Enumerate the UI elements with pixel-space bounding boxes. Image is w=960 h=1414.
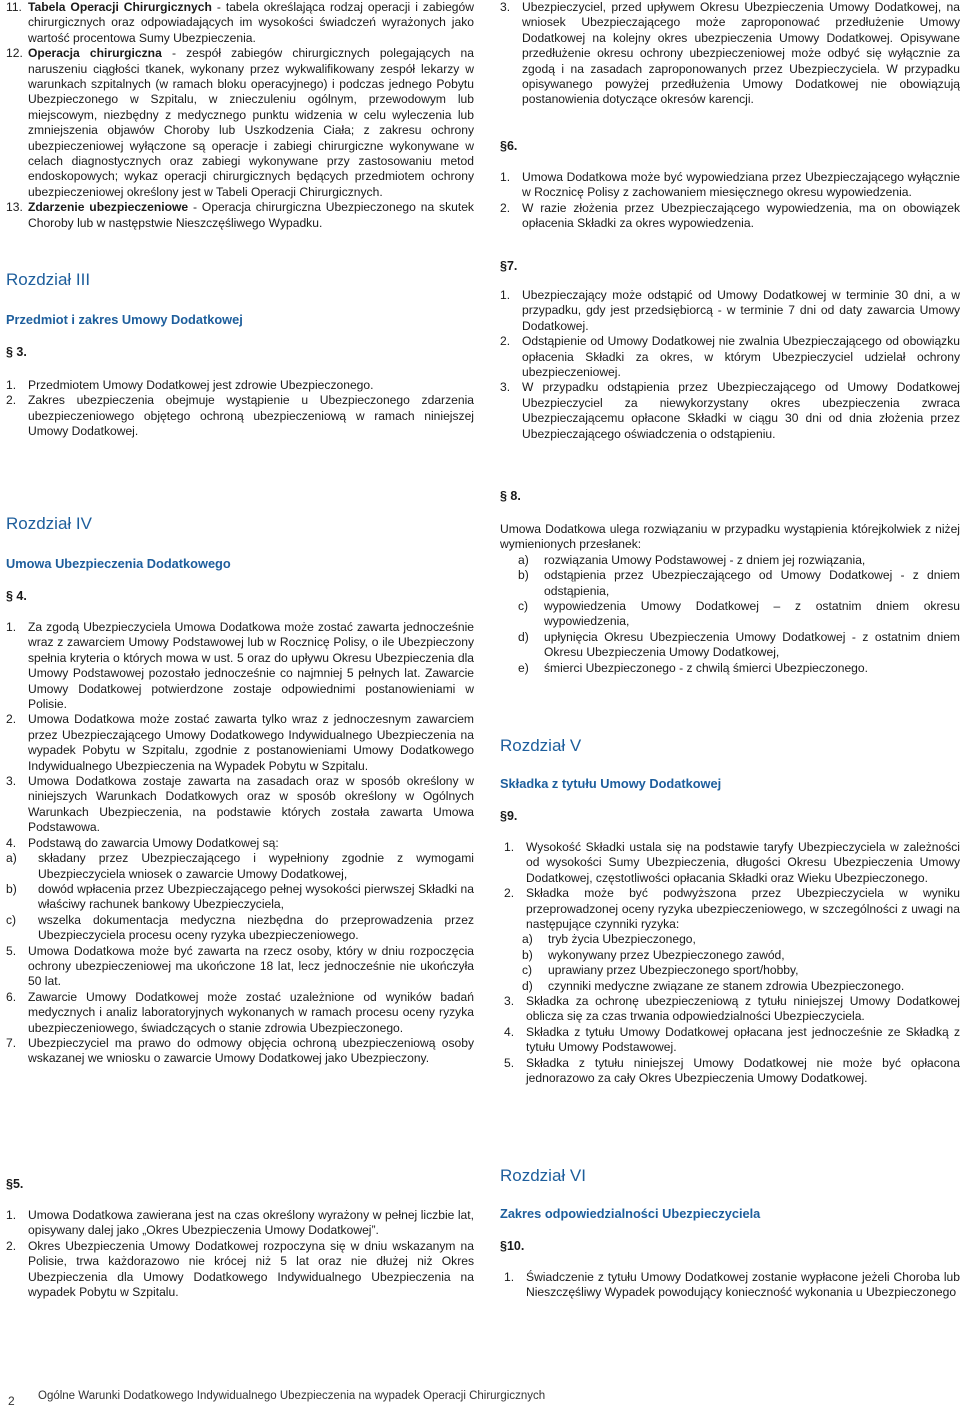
definition-12: 12. Operacja chirurgiczna - zespół zabiegów chirurgicznych polegających na naruszeniu ciągłości tkanek, wykonany przez wykwalifikowany zespół lekarzy w warunkach szpitalnych (w ramach bloku operacyjnego) i podczas jednego Pobytu Ubezpieczonego w Szpitalu, w znieczuleniu ogólnym, przewodowym lub miejscowym, niezbędny z medycznego punktu widzenia w celu wyleczenia lub zmniejszenia objawów Choroby lub Uszkodzenia Ciała; z zakresu ochrony ubezpieczeniowej wyłączone są operacje i zabiegi chirurgiczne wykonywane w celach diagnostycznych oraz zabiegi wykonywane przy zastosowaniu metod endoskopowych; wykaz operacji chirurgicznych będących przedmiotem ochrony ubezpieczeniowej określony jest w Tabeli Operacji Chirurgicznych.: [6, 46, 474, 199]
page-number: 2: [8, 1394, 15, 1408]
chapter-title: Rozdział IV: [6, 514, 92, 533]
list-item: 3. Ubezpieczyciel, przed upływem Okresu Ubezpieczenia Umowy Dodatkowej, na wniosek Ubezpieczającego może zaproponować przedłużenie Umowy Dodatkowej na kolejny okres ubezpieczenia Umowy Dodatkowej. Opisywane przedłużenie okresu ochrony ubezpieczeniowej może odbyć się wyłącznie za zgodą i na zasadach zaproponowanych przez Ubezpieczyciela. W przypadku opisywanego powyżej przedłużenia Umowy Dodatkowej nie obowiązują postanowienia dotyczące okresów karencji.: [500, 0, 960, 107]
sub-list-item: d) czynniki medyczne związane ze stanem zdrowia Ubezpieczonego.: [522, 978, 905, 993]
definition-term: Operacja chirurgiczna: [28, 46, 162, 61]
list-item: 1. Wysokość Składki ustala się na podstawie taryfy Ubezpieczyciela w zależności od wysokości Sumy Ubezpieczenia, długości Okresu Ubezpieczenia Umowy Dodatkowej, częstotliwości opłacania Składki oraz Wieku Ubezpieczonego.: [504, 840, 960, 885]
definition-term: Tabela Operacji Chirurgicznych: [28, 0, 212, 14]
paragraph-heading: §7.: [500, 259, 518, 273]
chapter-subtitle: Zakres odpowiedzialności Ubezpieczyciela: [500, 1206, 761, 1221]
list-item: 4. Podstawą do zawarcia Umowy Dodatkowej są:: [6, 835, 279, 850]
paragraph-heading: § 8.: [500, 489, 521, 503]
chapter-title: Rozdział III: [6, 270, 91, 289]
definition-11: 11. Tabela Operacji Chirurgicznych - tabela określająca rodzaj operacji i zabiegów chirurgicznych oraz odpowiadających im wysokości świadczeń wyrażonych jako wartość procentowa Sumy Ubezpieczenia.: [6, 0, 474, 45]
list-item: 2. Odstąpienie od Umowy Dodatkowej nie zwalnia Ubezpieczającego od obowiązku opłacenia Składki za okres, w którym Ubezpieczyciel udzielał ochrony ubezpieczeniowej.: [500, 334, 960, 380]
list-item: 2. Składka może być podwyższona przez Ubezpieczyciela w wyniku przeprowadzonej oceny ryzyka ubezpieczeniowego, w szczególności z uwagi na następujące czynniki ryzyka:: [504, 886, 960, 932]
definition-13: 13. Zdarzenie ubezpieczeniowe - Operacja chirurgiczna Ubezpieczonego na skutek Choroby lub w następstwie Nieszczęśliwego Wypadku.: [6, 200, 474, 230]
sub-list-item: b) odstąpienia przez Ubezpieczającego od Umowy Dodatkowej - z dniem odstąpienia,: [518, 568, 960, 598]
list-item: 1. Świadczenie z tytułu Umowy Dodatkowej zostanie wypłacone jeżeli Choroba lub Nieszczęśliwy Wypadek powodujący konieczność wykonania u Ubezpieczonego: [504, 1270, 960, 1300]
list-item: 7. Ubezpieczyciel ma prawo do odmowy objęcia ochroną ubezpieczeniową osoby wskazanej we wniosku o zawarcie Umowy Dodatkowej jako Ubezpieczony.: [6, 1035, 474, 1066]
paragraph-heading: § 3.: [6, 345, 27, 359]
list-item: 1. Umowa Dodatkowa zawierana jest na czas określony wyrażony w pełnej liczbie lat, opisywany dalej jako „Okres Ubezpieczenia Umowy Dodatkowej”.: [6, 1208, 474, 1238]
chapter-title: Rozdział VI: [500, 1166, 586, 1185]
chapter-subtitle: Składka z tytułu Umowy Dodatkowej: [500, 776, 722, 791]
chapter-title: Rozdział V: [500, 736, 582, 755]
list-item: 6. Zawarcie Umowy Dodatkowej może zostać uzależnione od wyników badań medycznych i analiz laboratoryjnych wykonanych w ramach procesu oceny ryzyka ubezpieczeniowego, świadczących o stanie zdrowia Ubezpieczonego.: [6, 989, 474, 1035]
paragraph-heading: §6.: [500, 139, 518, 153]
footer-title: Ogólne Warunki Dodatkowego Indywidualnego Ubezpieczenia na wypadek Operacji Chirurgicznych: [38, 1390, 546, 1402]
list-item: 2. W razie złożenia przez Ubezpieczającego wypowiedzenia, ma on obowiązek opłacenia Składki za okres wypowiedzenia.: [500, 200, 960, 231]
sub-list-item: c) wszelka dokumentacja medyczna niezbędna do przeprowadzenia przez Ubezpieczyciela procesu oceny ryzyka ubezpieczeniowego.: [6, 912, 474, 943]
chapter-subtitle: Przedmiot i zakres Umowy Dodatkowej: [6, 312, 243, 327]
sub-list-item: e) śmierci Ubezpieczonego - z chwilą śmierci Ubezpieczonego.: [518, 660, 868, 675]
list-item: 1. Umowa Dodatkowa może być wypowiedziana przez Ubezpieczającego wyłącznie w Rocznicę Polisy z zachowaniem miesięcznego okresu wypowiedzenia.: [500, 170, 960, 200]
sub-list-item: a) składany przez Ubezpieczającego i wypełniony zgodnie z wymogami Ubezpieczyciela wniosek o zawarcie Umowy Dodatkowej,: [6, 851, 474, 881]
paragraph-heading: §9.: [500, 809, 518, 823]
sub-list-item: d) upłynięcia Okresu Ubezpieczenia Umowy Dodatkowej - z ostatnim dniem Okresu Ubezpieczenia Umowy Dodatkowej,: [518, 629, 960, 660]
list-item: 2. Umowa Dodatkowa może zostać zawarta tylko wraz z jednoczesnym zawarciem przez Ubezpieczającego Umowy Dodatkowego Indywidualnego Ubezpieczenia na wypadek Pobytu w Szpitalu, zgodnie z postanowieniami Umowy Dodatkowego Indywidualnego Ubezpieczenia na Wypadek Pobytu w Szpitalu.: [6, 712, 474, 773]
list-item: 3. W przypadku odstąpienia przez Ubezpieczającego od Umowy Dodatkowej Ubezpieczyciel za niewykorzystany okres ubezpieczenia zwraca Ubezpieczającemu opłacone Składki w ciągu 30 dni od dnia złożenia przez Ubezpieczającego oświadczenia o odstąpieniu.: [500, 380, 960, 441]
list-item: 1. Przedmiotem Umowy Dodatkowej jest zdrowie Ubezpieczonego.: [6, 378, 374, 392]
list-item: 3. Składka za ochronę ubezpieczeniową z tytułu niniejszej Umowy Dodatkowej oblicza się za czas trwania odpowiedzialności Ubezpieczyciela.: [504, 994, 960, 1024]
list-item: 2. Zakres ubezpieczenia obejmuje wystąpienie u Ubezpieczonego zdarzenia ubezpieczeniowego objętego ochroną ubezpieczeniową w ramach niniejszej Umowy Dodatkowej.: [6, 393, 474, 439]
sub-list-item: c) wypowiedzenia Umowy Dodatkowej – z ostatnim dniem okresu wypowiedzenia,: [518, 599, 960, 629]
sub-list-item: a) rozwiązania Umowy Podstawowej - z dniem jej rozwiązania,: [518, 552, 866, 567]
paragraph-intro: Umowa Dodatkowa ulega rozwiązaniu w przypadku wystąpienia którejkolwiek z niżej wymienionych przesłanek:: [500, 522, 960, 552]
paragraph-heading: §10.: [500, 1239, 525, 1253]
sub-list-item: c) uprawiany przez Ubezpieczonego sport/hobby,: [522, 963, 799, 978]
list-item: 2. Okres Ubezpieczenia Umowy Dodatkowej rozpoczyna się w dniu wskazanym na Polisie, trwa każdorazowo nie krócej niż 5 lat oraz nie dłużej niż Okres Ubezpieczenia dla Umowy Dodatkowego Indywidualnego Ubezpieczenia na wypadek Pobytu w Szpitalu.: [6, 1238, 474, 1300]
chapter-subtitle: Umowa Ubezpieczenia Dodatkowego: [6, 556, 231, 571]
sub-list-item: b) dowód wpłacenia przez Ubezpieczającego pełnej wysokości pierwszej Składki na właściwy rachunek bankowy Ubezpieczyciela,: [6, 881, 474, 912]
list-item: 1. Ubezpieczający może odstąpić od Umowy Dodatkowej w terminie 30 dni, a w przypadku, gdy jest przedsiębiorcą - w terminie 7 dni od daty zawarcia Umowy Dodatkowej.: [500, 288, 960, 333]
list-item: 5. Umowa Dodatkowa może być zawarta na rzecz osoby, który w dniu rozpoczęcia ochrony ubezpieczeniowej ma ukończone 18 lat, lecz jednocześnie nie ukończyła 50 lat.: [6, 943, 474, 989]
paragraph-heading: §5.: [6, 1177, 24, 1191]
list-item: 5. Składka z tytułu niniejszej Umowy Dodatkowej nie może być opłacona jednorazowo za cały Okres Ubezpieczenia Umowy Dodatkowej.: [504, 1055, 960, 1086]
sub-list-item: b) wykonywany przez Ubezpieczonego zawód,: [522, 947, 785, 962]
list-item: 3. Umowa Dodatkowa zostaje zawarta na zasadach oraz w sposób określony w niniejszych Warunkach Dodatkowych oraz w sposób określony w Ogólnych Warunkach Ubezpieczenia, na podstawie których została zawarta Umowa Podstawowa.: [6, 774, 474, 835]
sub-list-item: a) tryb życia Ubezpieczonego,: [522, 932, 696, 947]
paragraph-heading: § 4.: [6, 589, 27, 603]
list-item: 4. Składka z tytułu Umowy Dodatkowej opłacana jest jednocześnie ze Składką z tytułu Umowy Podstawowej.: [504, 1024, 960, 1055]
list-item: 1. Za zgodą Ubezpieczyciela Umowa Dodatkowa może zostać zawarta jednocześnie wraz z zawarciem Umowy Podstawowej lub w Rocznicę Polisy, o ile Ubezpieczony spełnia kryteria o których mowa w ust. 5 oraz do upływu Okresu Ubezpieczenia dla Umowy Podstawowej pozostało jednocześnie co najmniej 5 pełnych lat. Zawarcie Umowy Dodatkowej potwierdzone zostaje odpowiednimi postanowieniami w Polisie.: [6, 620, 474, 712]
definition-term: Zdarzenie ubezpieczeniowe: [28, 200, 189, 215]
